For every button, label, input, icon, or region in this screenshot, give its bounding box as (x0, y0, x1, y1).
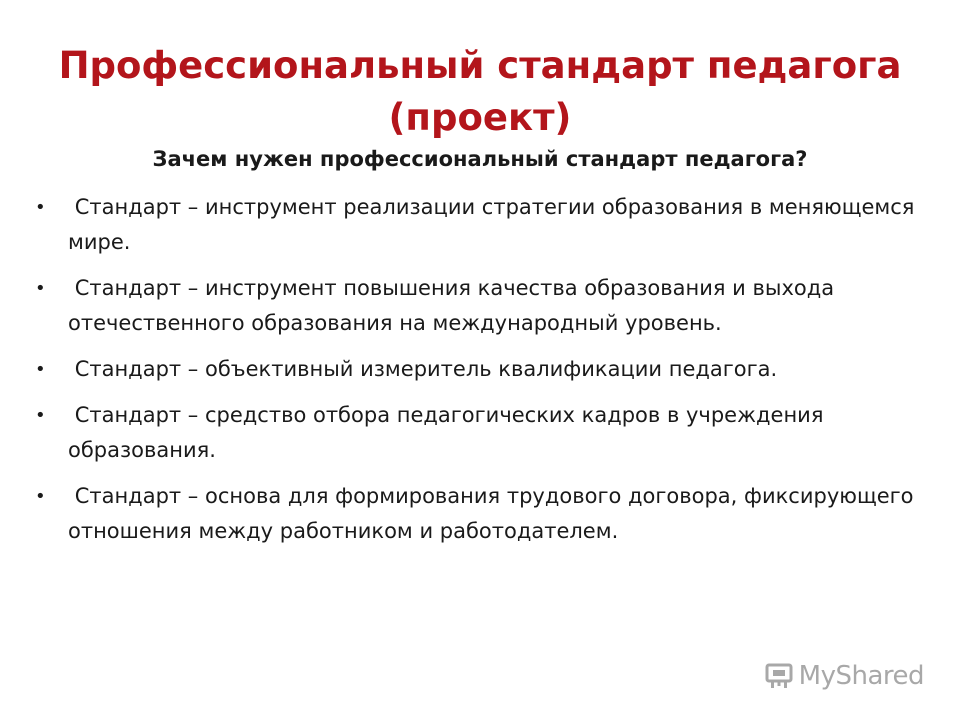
bullet-dot-icon: • (35, 197, 46, 218)
bullet-item (32, 271, 922, 341)
bullet-item (32, 352, 922, 387)
bullet-dot-icon: • (35, 278, 46, 299)
myshared-logo-icon (763, 660, 795, 692)
bullet-list (32, 190, 922, 560)
bullet-dot-icon: • (35, 405, 46, 426)
bullet-item (32, 398, 922, 468)
bullet-item (32, 190, 922, 260)
bullet-dot-icon: • (35, 486, 46, 507)
bullet-item (32, 479, 922, 549)
slide-title: Профессиональный стандарт педагога (проект) (58, 44, 902, 139)
bullet-dot-icon: • (35, 359, 46, 380)
watermark-text: MyShared (798, 661, 924, 691)
bullet-text: Стандарт – средство отбора педагогических кадров в учреждения образования. (68, 403, 831, 462)
watermark[interactable] (763, 660, 924, 692)
bullet-text: Стандарт – инструмент повышения качества образования и выхода отечественного образования на международный уровень. (68, 276, 841, 335)
slide-subtitle: Зачем нужен профессиональный стандарт педагога? (152, 147, 808, 171)
bullet-text: Стандарт – основа для формирования трудового договора, фиксирующего отношения между работником и работодателем. (68, 484, 921, 543)
bullet-text: Стандарт – инструмент реализации стратегии образования в меняющемся мире. (68, 195, 922, 254)
bullet-text: Стандарт – объективный измеритель квалификации педагога. (68, 357, 778, 381)
